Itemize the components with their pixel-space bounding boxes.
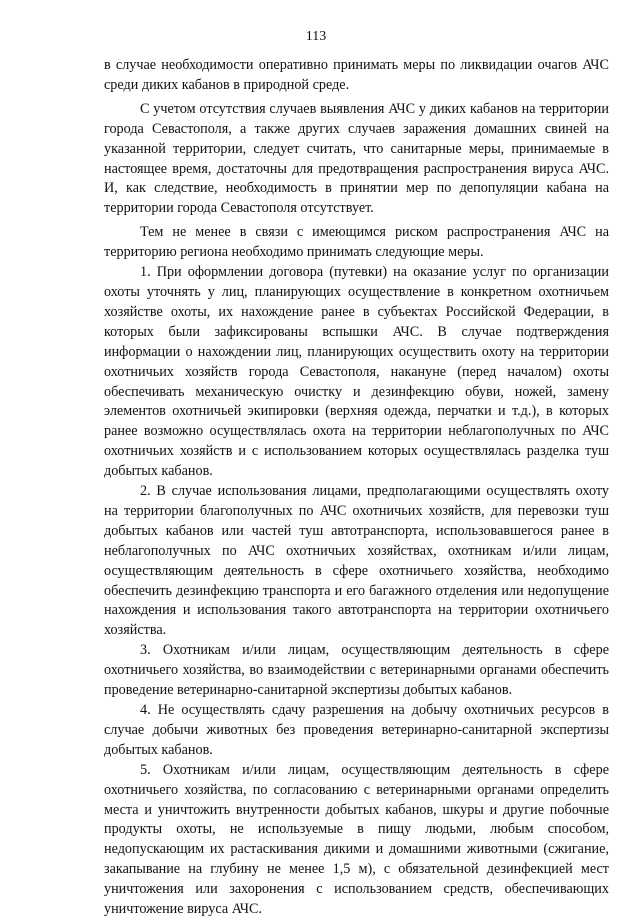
paragraph-measure-4: 4. Не осуществлять сдачу разрешения на добычу охотничьих ресурсов в случае добычи животных без проведения ветеринарно-санитарной экспертизы добытых кабанов.: [104, 702, 609, 758]
paragraph-measure-5: 5. Охотникам и/или лицам, осуществляющим деятельность в сфере охотничьего хозяйства, по согласованию с ветеринарными органами определить места и уничтожить внутренности добытых кабанов, шкуры и другие побочные продукты охоты, не используемые в пищу людьми, любым способом, недопускающим их растаскивания дикими и домашними животными (сжигание, закапывание на глубину не менее 1,5 м), с обязательной дезинфекцией мест уничтожения или захоронения с использованием средств, обеспечивающих уничтожение вируса АЧС.: [104, 761, 609, 918]
paragraph-measure-3: 3. Охотникам и/или лицам, осуществляющим деятельность в сфере охотничьего хозяйства, во взаимодействии с ветеринарными органами обеспечить проведение ветеринарно-санитарной экспертизы добытых кабанов.: [104, 642, 609, 699]
paragraph-measure-2: 2. В случае использования лицами, предполагающими осуществлять охоту на территории благополучных по АЧС охотничьих хозяйств, для перевозки туш добытых кабанов или частей туш автотранспорта, использовавшегося ранее в неблагополучных по АЧС охотничьих хозяйствах, охотникам и/или лицам, осуществляющим деятельность в сфере охотничьего хозяйства, необходимо обеспечить дезинфекцию транспорта и его багажного отделения или недопущение нахождения и использования такого автотранспорта на территории охотничьего хозяйства.: [104, 483, 609, 639]
paragraph-continuation: в случае необходимости оперативно принимать меры по ликвидации очагов АЧС среди диких кабанов в природной среде.: [104, 57, 609, 93]
paragraph-sanitary-measures: С учетом отсутствия случаев выявления АЧС у диких кабанов на территории города Севастополя, а также других случаев заражения домашних свиней на указанной территории, следует считать, что санитарные меры, принимаемые в настоящее время, достаточны для предотвращения распространения вируса АЧС. И, как следствие, необходимость в принятии мер по депопуляции кабана на территории города Севастополя отсутствует.: [104, 100, 609, 217]
page-number: 113: [305, 29, 327, 44]
paragraph-measure-1: 1. При оформлении договора (путевки) на оказание услуг по организации охоты уточнять у лиц, планирующих осуществление в конкретном охотничьем хозяйстве охоты, их нахождение ранее в субъектах Российской Федерации, в которых были зафиксированы вспышки АЧС. В случае подтверждения информации о нахождении лиц, планирующих осуществить охоту на территории охотничьих хозяйств города Севастополя, накануне (перед началом) охоты обеспечивать механическую очистку и дезинфекцию обуви, ножей, замену элементов охотничьей экипировки (верхняя одежда, перчатки и т.д.), в которых ранее возможно осуществлялась охота на территории неблагополучных по АЧС охотничьих хозяйств и с использованием которых осуществлялась разделка туш добытых кабанов.: [104, 264, 609, 480]
paragraph-required-measures-intro: Тем не менее в связи с имеющимся риском распространения АЧС на территорию региона необходимо принимать следующие меры.: [104, 224, 609, 261]
document-body: [104, 56, 609, 920]
